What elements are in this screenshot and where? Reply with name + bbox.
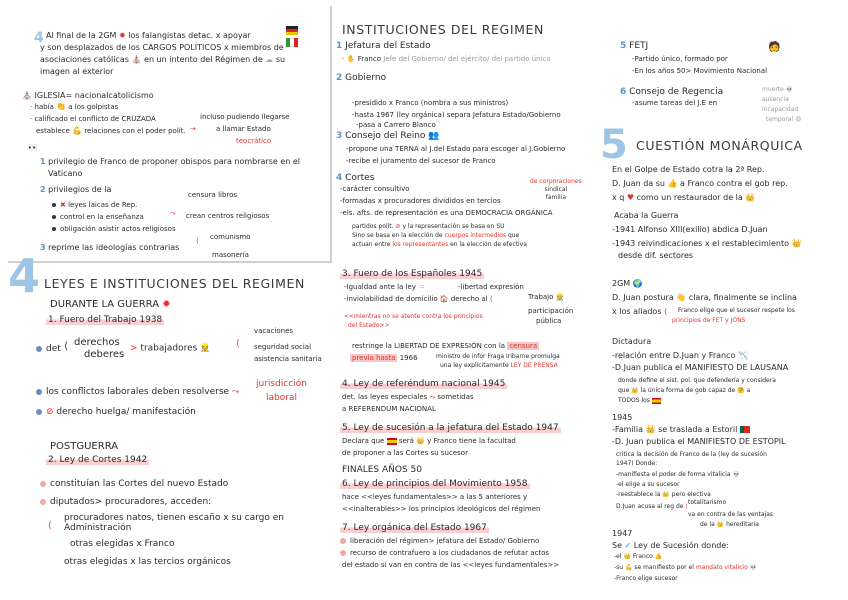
text-line: DURANTE LA GUERRA ✹ (50, 299, 171, 310)
text-line: jurisdicción (256, 379, 307, 389)
text-line: -Franco elige sucesor (614, 575, 678, 582)
text-line: 2 Gobierno (336, 73, 387, 83)
explosion-icon: ✹ (162, 299, 171, 310)
brace-icon: ⟨ (64, 341, 68, 352)
text-line: En el Golpe de Estado cotra la 2ª Rep. (612, 165, 765, 174)
prohibited-icon: ⊘ (46, 407, 54, 417)
text-line: <<inalterables>> los principios ideológicos del régimen (342, 505, 541, 513)
text-line: D. Juan postura 👋 clara, finalmente se inclina (612, 293, 797, 302)
arrow-right-icon: → (190, 125, 196, 133)
worker-icon: 👷 (555, 293, 565, 301)
text-line: muerte 💀 (762, 86, 794, 93)
text-line: Dictadura (612, 337, 652, 346)
checkmark-icon: ✓ (624, 541, 632, 550)
arrow-branch-icon: ⟨ (236, 339, 240, 349)
text-line: -els. afts. de representación es una DEMOCRACIA ORGÁNICA (340, 209, 553, 217)
text-line: -el elige a su sucesor (616, 481, 680, 488)
section-title: INSTITUCIONES DEL REGIMEN (342, 22, 544, 37)
text-line: -Igualdad ante la ley ＝ (344, 283, 426, 291)
sad-face-icon: 😟 (795, 116, 802, 123)
text-line: Al final de la 2GM ✹ los falangistas detac. x apoyar (46, 31, 251, 40)
text-line: principios de FET y JONS (672, 317, 746, 324)
text-line: -carácter consultivo (340, 185, 410, 193)
text-line: de la 👑 hereditaria (700, 521, 759, 528)
skull-icon: 💀 (732, 471, 740, 478)
text-line: derechos (74, 337, 120, 348)
text-line: ausencia (762, 96, 789, 103)
text-line: pública (536, 317, 562, 325)
sun-icon: ✹ (118, 31, 126, 40)
text-line: 6 Consejo de Regencia (620, 87, 724, 97)
text-line: va en contra de las ventajas (688, 511, 774, 518)
crown-icon: 👑 (662, 491, 670, 498)
crown-icon: 👑 (791, 239, 802, 248)
text-line: D.Juan acusa al reg de ⟨ (616, 503, 688, 510)
thumbs-up-icon: 👍 (667, 179, 678, 188)
text-line: donde define el sist. pol. que defendería y considera (618, 377, 776, 384)
text-line: 3 reprime las ideologías contrarias (40, 243, 180, 252)
list-item: obligación asistir actos religiosos (52, 224, 176, 234)
text-line: > trabajadores 👷 (130, 343, 211, 354)
clapping-hands-icon: 👏 (56, 102, 67, 111)
text-line: otras elegidas x las tercios orgánicos (64, 557, 231, 567)
text-line: totalitarismo (688, 499, 727, 506)
text-line: -manifiesta el poder de forma vitalicia 💀 (616, 471, 740, 478)
subsection-title: 2. Ley de Cortes 1942 (48, 455, 148, 465)
text-line: -recibe el juramento del sucesor de Franco (346, 157, 496, 165)
chart-down-icon: 📉 (737, 351, 748, 360)
globe-icon: 🌍 (632, 279, 643, 288)
text-line: -reestablece la 👑 pero electiva (616, 491, 711, 498)
subsection-title: 7. Ley orgánica del Estado 1967 (342, 523, 487, 533)
prohibited-icon: ⊘ (395, 223, 401, 230)
text-line: incapacidad (762, 106, 799, 113)
crown-icon: 👑 (416, 437, 425, 445)
list-item: ✖ leyes laicas de Rep. (52, 200, 137, 210)
text-line: establece 💪 relaciones con el poder polít. (36, 126, 186, 135)
text-line: FINALES AÑOS 50 (342, 465, 422, 475)
text-line: del Estado>> (348, 322, 390, 329)
text-line: seguridad social (254, 343, 312, 351)
text-line: -libertad expresión (458, 283, 524, 291)
text-line: laboral (266, 393, 297, 403)
list-item: los conflictos laborales deben resolverse ⤳ (36, 386, 239, 398)
text-line: 1 Jefatura del Estado (336, 41, 431, 51)
text-line: 2GM 🌍 (612, 279, 643, 288)
text-line: x los aliados ⟨ (612, 307, 668, 316)
text-line: masonería (212, 251, 249, 259)
iglesia-title: ⛪ IGLESIA= nacionalcatolicismo (22, 91, 154, 100)
hug-icon: 🤗 (737, 387, 745, 394)
crown-icon: 👑 (716, 521, 725, 528)
text-line: D. Juan da su 👍 a Franco contra el gob rep. (612, 179, 788, 188)
text-line: -pasa a Carrero Blanco (356, 121, 436, 129)
text-line: Declara que será 👑 y Franco tiene la facultad (342, 437, 516, 445)
church-icon: ⛪ (131, 55, 142, 64)
text-line: 1947) Donde: (616, 460, 658, 467)
text-line: teocrático (236, 137, 272, 145)
cloud-icon: ☁ (265, 55, 274, 64)
subsection-title: 5. Ley de sucesión a la jefatura del Estado 1947 (342, 423, 559, 433)
text-line: -Partido único, formado por (632, 55, 728, 63)
text-line: · había 👏 a los golpistas (30, 102, 119, 111)
arrow-branch-icon: ⟨ (48, 521, 52, 531)
text-line: -propone una TERNA al J.del Estado para escoger al J.Gobierno (346, 145, 566, 153)
text-line: 1 privilegio de Franco de proponer obispos para nombrarse en el (40, 157, 301, 166)
list-item: diputados> procuradores, acceden: (40, 496, 211, 508)
list-item: det (36, 343, 61, 355)
text-line: partidos polít. ⊘ y la representación se basa en SU (352, 223, 505, 230)
subsection-title: 6. Ley de principios del Movimiento 1958 (342, 479, 528, 489)
text-line: Administración (64, 523, 132, 533)
text-line: imagen al exterior (40, 67, 114, 76)
text-line: critica la decisión de Franco de la (ley de sucesión (616, 451, 767, 458)
text-line: del estado si van en contra de las <<leyes fundamentales>> (342, 561, 560, 569)
list-item: recurso de contrafuero a los ciudadanos de refutar actos (340, 548, 549, 558)
text-line: x q ♥ como un restaurador de la 👑 (612, 193, 756, 202)
text-line: Se ✓ Ley de Sucesión donde: (612, 541, 729, 550)
subsection-title: 3. Fuero de los Españoles 1945 (342, 269, 483, 279)
text-line: -su 💪 se manifiesto por el mandato vitalicio 💀 (614, 564, 758, 571)
text-line: -formadas x procuradores divididos en tercios (340, 197, 501, 205)
text-line: -Familia 👑 se traslada a Estoril (612, 424, 750, 435)
list-item: control en la enseñanza (52, 212, 144, 222)
text-line: que 👑 la única forma de gob capaz de 🤗 a (618, 387, 751, 394)
text-line: ministro de infor Fraga Iribarne promulga (436, 353, 560, 360)
text-line: hace <<leyes fundamentales>> a las 5 anteriores y (342, 493, 528, 501)
text-line: -relación entre D.Juan y Franco 📉 (612, 351, 748, 360)
spain-flag-icon (652, 398, 661, 404)
text-line: comunismo (210, 233, 251, 241)
text-line: temporal 😟 (766, 116, 802, 123)
text-line: 2 privilegios de la (40, 185, 112, 194)
spain-flag-icon (387, 438, 397, 445)
crown-icon: 👑 (645, 425, 656, 434)
text-line: -presidido x Franco (nombra a sus ministros) (352, 99, 509, 107)
crown-icon: 👑 (745, 193, 756, 202)
text-line: vacaciones (254, 327, 294, 335)
crown-icon: 👑 (623, 553, 631, 560)
text-line: de proponer a las Cortes su sucesor (342, 449, 468, 457)
skull-icon: 💀 (785, 86, 794, 93)
muscle-icon: 💪 (625, 564, 633, 571)
text-line: -D. Juan publica el MANIFIESTO DE ESTOPIL (612, 437, 786, 446)
section-number: 5 (600, 122, 628, 168)
text-line: 5 FETJ (620, 41, 649, 51)
text-line: censura libros (188, 191, 238, 199)
text-line: -1943 reivindicaciones x el restablecimiento 👑 (612, 239, 802, 248)
crown-icon: 👑 (631, 387, 639, 394)
text-line: previa hasta 1966 (352, 354, 418, 362)
italy-flag-icon (286, 38, 298, 47)
text-line: asistencia sanitaria (254, 355, 322, 363)
list-item: liberación del régimen> jefatura del Estado/ Gobierno (340, 536, 539, 546)
text-line: deberes (84, 349, 125, 360)
text-line: a REFERENDUM NACIONAL (342, 405, 436, 413)
section-title: LEYES E INSTITUCIONES DEL REGIMEN (44, 276, 305, 291)
text-line: 1945 (612, 413, 633, 422)
text-line: -asume tareas del J.E en (632, 99, 718, 107)
text-line: -En los años 50> Movimiento Nacional (632, 67, 768, 75)
muscle-icon: 💪 (72, 126, 83, 135)
arrow-branch-icon: ⟨ (196, 237, 199, 245)
text-line: y son desplazados de los CARGOS POLÍTICOS x miembros de (40, 43, 284, 52)
section-title: CUESTIÓN MONÁRQUICA (636, 138, 803, 153)
text-line: - ✋ Franco Jefe del Gobierno/ del ejército/ del partido único (342, 55, 551, 63)
subsection-title: 4. Ley de referéndum nacional 1945 (342, 379, 506, 389)
text-line: 4 Cortes (336, 173, 375, 183)
text-line: TODOS los (618, 396, 661, 405)
eyes-icon: 👀 (28, 143, 38, 152)
heart-icon: ♥ (626, 193, 635, 202)
text-line: -inviolabilidad de domicilio 🏠 derecho al ⟨ (344, 295, 493, 303)
text-line: participación (528, 307, 574, 315)
list-item: constituían las Cortes del nuevo Estado (40, 478, 228, 490)
worker-icon: 👷 (200, 343, 211, 352)
text-line: Franco elige que el sucesor respete los (678, 307, 795, 314)
text-line: -el 👑 Franco 👍 (614, 553, 663, 560)
text-line: una ley explícitamente LEY DE PRENSA (440, 362, 558, 369)
house-icon: 🏠 (439, 295, 449, 303)
text-line: POSTGUERRA (50, 441, 119, 452)
hand-icon: 👋 (676, 293, 687, 302)
text-line: det. las leyes especiales ⤳ sometidas (342, 393, 474, 401)
section-number: 4 (8, 249, 41, 303)
cross-icon: ✖ (60, 201, 66, 209)
text-line: a llamar Estado (216, 125, 271, 133)
text-line: Vaticano (48, 169, 83, 178)
text-line: -hasta 1967 (ley orgánica) separa Jefatura Estado/Gobierno (352, 111, 561, 119)
church-icon: ⛪ (22, 91, 32, 100)
text-line: · calificado el conflicto de CRUZADA (30, 115, 156, 123)
text-line: Acaba la Guerra (614, 211, 679, 220)
section-number: 4 (34, 30, 44, 46)
hand-icon: ✋ (346, 55, 356, 63)
list-item: ⊘ derecho huelga/ manifestación (36, 406, 196, 418)
skull-icon: 💀 (749, 564, 758, 571)
text-line: Trabajo 👷 (528, 293, 565, 301)
text-line: 3 Consejo del Reino 👥 (336, 131, 440, 141)
text-line: desde dif. sectores (618, 251, 694, 260)
text-line: <<mientras no se atente contra los principios (344, 313, 483, 320)
people-icon: 👥 (428, 131, 440, 141)
text-line: -D.Juan publica el MANIFIESTO DE LAUSANA (612, 363, 789, 372)
text-line: Sino se basa en la elección de cuerpos intermedios que (352, 232, 520, 239)
arrow-right-icon: ⤳ (170, 209, 176, 217)
portugal-flag-icon (740, 426, 750, 433)
text-line: incluso pudiendo llegarse (200, 113, 290, 121)
germany-flag-icon (286, 26, 298, 35)
thumbs-up-icon: 👍 (654, 553, 663, 560)
text-line: procuradores natos, tienen escaño x su cargo en (64, 513, 284, 523)
text-line: otras elegidas x Franco (70, 539, 175, 549)
subsection-title: 1. Fuero del Trabajo 1938 (48, 315, 163, 325)
text-line: asociaciones católicas ⛪ en un intento del Régimen de ☁ su (40, 55, 286, 64)
text-line: actuan entre los representantes en la elección de efectiva (352, 241, 527, 248)
text-line: restringe la LIBERTAD DE EXPRESIÓN con la censura (352, 342, 538, 350)
text-line: 1947 (612, 529, 633, 538)
tercios-box: de corporaciones sindical familia (530, 178, 582, 201)
person-icon: 🧑 (768, 42, 781, 53)
text-line: crean centros religiosos (186, 212, 270, 220)
text-line: -1941 Alfonso XIII(exilio) abdica D.Juan (612, 225, 768, 234)
